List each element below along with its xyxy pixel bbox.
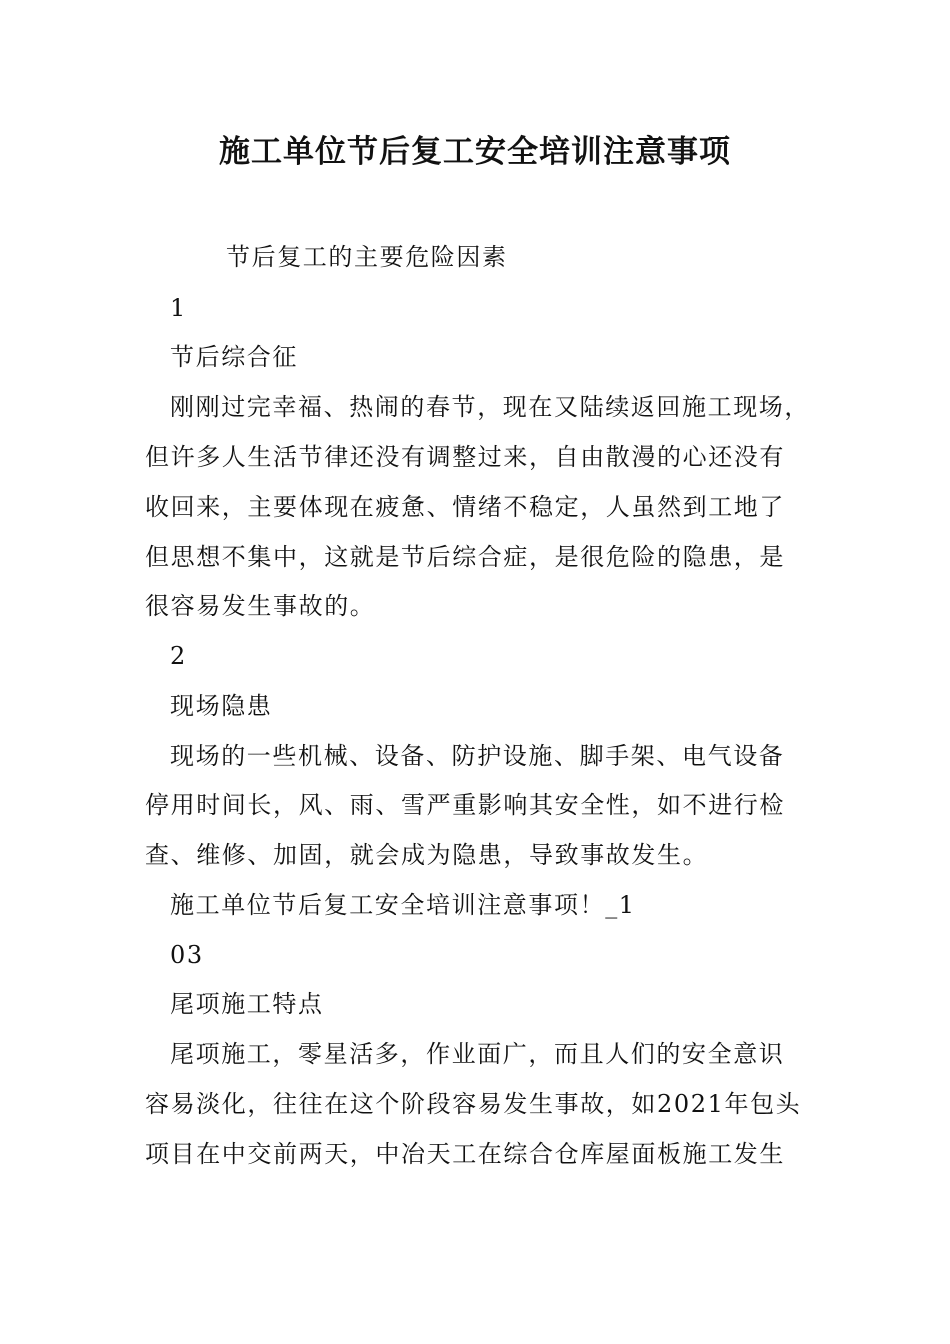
body-line: 但思想不集中，这就是节后综合症，是很危险的隐患，是 bbox=[145, 543, 785, 571]
body-line: 刚刚过完幸福、热闹的春节，现在又陆续返回施工现场， bbox=[170, 393, 810, 421]
body-line: 停用时间长，风、雨、雪严重影响其安全性，如不进行检 bbox=[145, 791, 785, 819]
body-line: 很容易发生事故的。 bbox=[145, 592, 376, 620]
body-line: 项目在中交前两天，中冶天工在综合仓库屋面板施工发生 bbox=[145, 1140, 785, 1168]
body-line: 施工单位节后复工安全培训注意事项！_1 bbox=[170, 891, 636, 919]
body-line: 尾项施工，零星活多，作业面广，而且人们的安全意识 bbox=[170, 1040, 785, 1068]
item-heading: 尾项施工特点 bbox=[170, 990, 324, 1018]
section-heading: 节后复工的主要危险因素 bbox=[226, 243, 508, 271]
item-heading: 节后综合征 bbox=[170, 343, 298, 371]
body-line: 收回来，主要体现在疲惫、情绪不稳定，人虽然到工地了 bbox=[145, 493, 785, 521]
body-line: 现场的一些机械、设备、防护设施、脚手架、电气设备 bbox=[170, 742, 785, 770]
body-line: 容易淡化，往往在这个阶段容易发生事故，如2021年包头 bbox=[145, 1090, 802, 1118]
body-line: 但许多人生活节律还没有调整过来，自由散漫的心还没有 bbox=[145, 443, 785, 471]
item-heading: 现场隐患 bbox=[170, 692, 273, 720]
document-title: 施工单位节后复工安全培训注意事项 bbox=[219, 134, 731, 170]
item-number: 03 bbox=[170, 941, 204, 969]
item-number: 1 bbox=[170, 294, 187, 322]
body-line: 查、维修、加固，就会成为隐患，导致事故发生。 bbox=[145, 841, 709, 869]
item-number: 2 bbox=[170, 642, 187, 670]
